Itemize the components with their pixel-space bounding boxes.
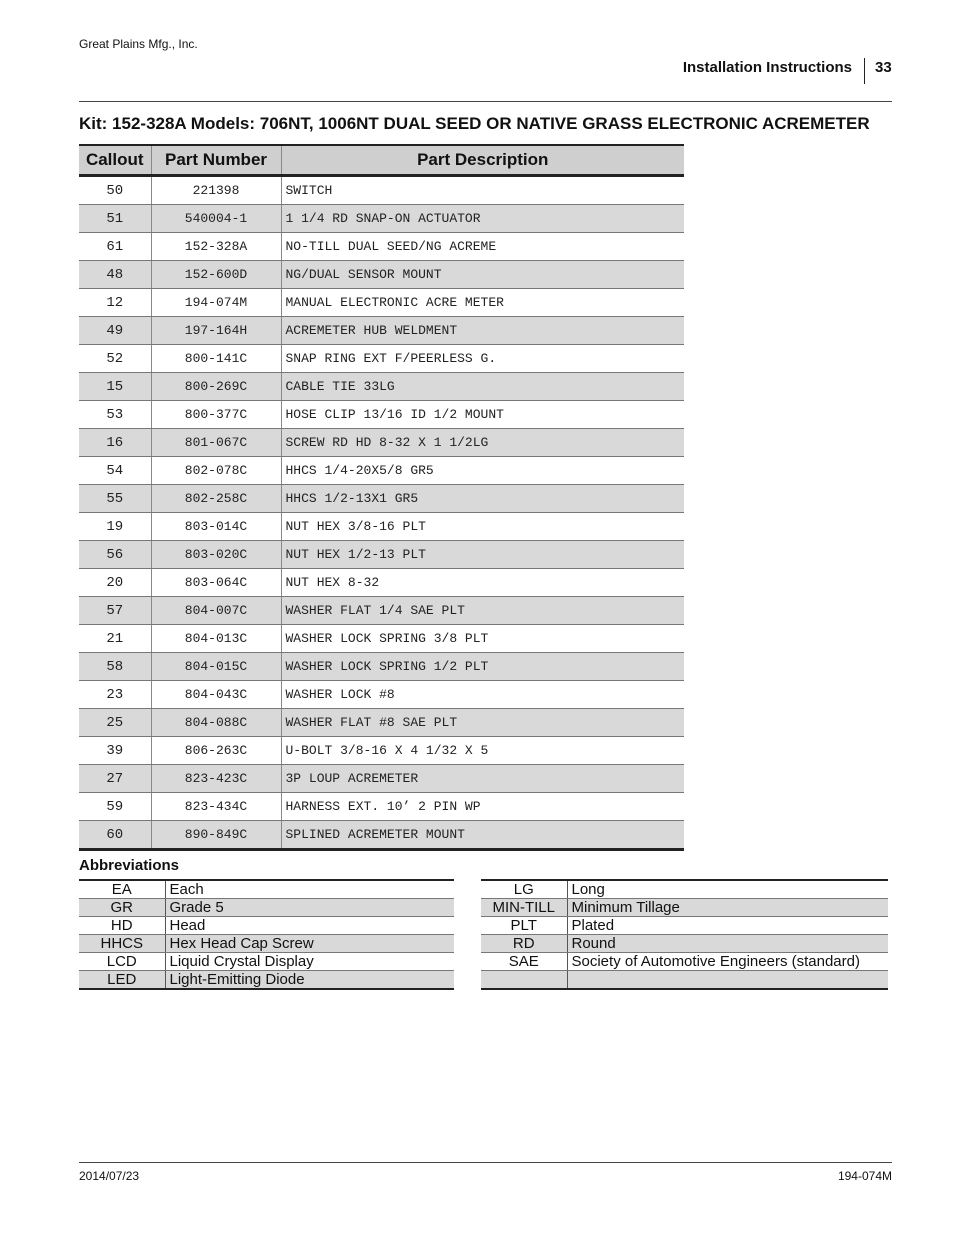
callout-cell: 57 [79,597,151,625]
callout-cell: 60 [79,821,151,850]
header-rule [79,101,892,102]
part-number-cell: 806-263C [151,737,281,765]
table-row [79,541,684,569]
abbreviation-meaning: Hex Head Cap Screw [165,935,454,953]
abbreviation-term: RD [481,935,567,953]
table-row [79,653,684,681]
callout-cell: 56 [79,541,151,569]
abbreviation-meaning: Plated [567,917,888,935]
part-number-cell: 800-377C [151,401,281,429]
parts-table [79,144,684,851]
part-number-cell: 804-013C [151,625,281,653]
table-row [79,569,684,597]
description-cell: NO-TILL DUAL SEED/NG ACREME [281,233,684,261]
callout-cell: 51 [79,205,151,233]
callout-cell: 61 [79,233,151,261]
part-number-cell: 804-043C [151,681,281,709]
callout-cell: 27 [79,765,151,793]
table-row [79,821,684,850]
abbreviation-row [79,971,454,990]
table-row [79,205,684,233]
description-cell: U-BOLT 3/8-16 X 4 1/32 X 5 [281,737,684,765]
description-cell: HOSE CLIP 13/16 ID 1/2 MOUNT [281,401,684,429]
part-number-cell: 823-423C [151,765,281,793]
part-number-cell: 803-020C [151,541,281,569]
part-number-cell: 802-078C [151,457,281,485]
table-row [79,317,684,345]
table-row [79,681,684,709]
description-cell: SWITCH [281,176,684,205]
abbreviation-row [481,899,888,917]
part-number-cell: 152-328A [151,233,281,261]
description-cell: HHCS 1/4-20X5/8 GR5 [281,457,684,485]
abbreviation-term: GR [79,899,165,917]
part-number-cell: 804-088C [151,709,281,737]
column-header-callout: Callout [79,145,151,176]
table-row [79,289,684,317]
abbreviation-meaning: Head [165,917,454,935]
table-row [79,401,684,429]
part-number-cell: 803-014C [151,513,281,541]
abbreviation-meaning [567,971,888,990]
abbreviation-row [481,917,888,935]
abbreviation-row [79,917,454,935]
callout-cell: 59 [79,793,151,821]
abbreviations-table-right [481,879,888,990]
abbreviation-meaning: Round [567,935,888,953]
callout-cell: 54 [79,457,151,485]
header-divider [864,58,865,84]
abbreviation-row [481,953,888,971]
table-row [79,233,684,261]
callout-cell: 53 [79,401,151,429]
description-cell: 1 1/4 RD SNAP-ON ACTUATOR [281,205,684,233]
abbreviation-meaning: Each [165,880,454,899]
description-cell: HHCS 1/2-13X1 GR5 [281,485,684,513]
table-row [79,597,684,625]
part-number-cell: 804-007C [151,597,281,625]
abbreviation-term: LCD [79,953,165,971]
abbreviation-meaning: Liquid Crystal Display [165,953,454,971]
callout-cell: 58 [79,653,151,681]
part-number-cell: 800-141C [151,345,281,373]
abbreviation-row [79,953,454,971]
table-row [79,345,684,373]
table-row [79,793,684,821]
callout-cell: 15 [79,373,151,401]
abbreviation-row [481,971,888,990]
kit-title: Kit: 152-328A Models: 706NT, 1006NT DUAL SEED OR NATIVE GRASS ELECTRONIC ACREMETER [79,114,870,133]
table-row [79,176,684,205]
description-cell: 3P LOUP ACREMETER [281,765,684,793]
table-row [79,625,684,653]
abbreviation-term: LED [79,971,165,990]
table-row [79,737,684,765]
callout-cell: 49 [79,317,151,345]
abbreviation-term: EA [79,880,165,899]
abbreviation-term: HD [79,917,165,935]
callout-cell: 19 [79,513,151,541]
part-number-cell: 152-600D [151,261,281,289]
description-cell: WASHER LOCK #8 [281,681,684,709]
part-number-cell: 801-067C [151,429,281,457]
abbreviation-meaning: Society of Automotive Engineers (standard) [567,953,888,971]
footer-doc-number: 194-074M [837,1169,892,1183]
abbreviation-row [79,899,454,917]
abbreviation-term: LG [481,880,567,899]
abbreviation-row [481,880,888,899]
abbreviation-row [79,935,454,953]
callout-cell: 25 [79,709,151,737]
callout-cell: 12 [79,289,151,317]
description-cell: ACREMETER HUB WELDMENT [281,317,684,345]
column-header-part-number: Part Number [151,145,281,176]
abbreviation-row [481,935,888,953]
table-row [79,261,684,289]
description-cell: NUT HEX 3/8-16 PLT [281,513,684,541]
table-row [79,429,684,457]
callout-cell: 21 [79,625,151,653]
footer-date: 2014/07/23 [79,1169,140,1183]
part-number-cell: 800-269C [151,373,281,401]
description-cell: MANUAL ELECTRONIC ACRE METER [281,289,684,317]
description-cell: CABLE TIE 33LG [281,373,684,401]
parts-table-header [79,145,684,176]
callout-cell: 48 [79,261,151,289]
parts-table-body [79,176,684,850]
table-row [79,457,684,485]
part-number-cell: 823-434C [151,793,281,821]
column-header-part-description: Part Description [281,145,684,176]
part-number-cell: 804-015C [151,653,281,681]
description-cell: HARNESS EXT. 10’ 2 PIN WP [281,793,684,821]
part-number-cell: 890-849C [151,821,281,850]
abbreviations-heading: Abbreviations [79,857,180,874]
abbreviation-meaning: Light-Emitting Diode [165,971,454,990]
description-cell: NG/DUAL SENSOR MOUNT [281,261,684,289]
abbreviation-meaning: Long [567,880,888,899]
footer-rule [79,1162,892,1163]
description-cell: NUT HEX 8-32 [281,569,684,597]
table-row [79,709,684,737]
callout-cell: 20 [79,569,151,597]
abbreviation-term: SAE [481,953,567,971]
description-cell: WASHER FLAT #8 SAE PLT [281,709,684,737]
callout-cell: 16 [79,429,151,457]
abbreviation-meaning: Grade 5 [165,899,454,917]
description-cell: SNAP RING EXT F/PEERLESS G. [281,345,684,373]
part-number-cell: 221398 [151,176,281,205]
table-row [79,373,684,401]
abbreviation-term [481,971,567,990]
callout-cell: 55 [79,485,151,513]
table-row [79,765,684,793]
description-cell: NUT HEX 1/2-13 PLT [281,541,684,569]
callout-cell: 23 [79,681,151,709]
abbreviation-term: HHCS [79,935,165,953]
table-row [79,513,684,541]
description-cell: WASHER FLAT 1/4 SAE PLT [281,597,684,625]
part-number-cell: 802-258C [151,485,281,513]
table-row [79,485,684,513]
callout-cell: 39 [79,737,151,765]
abbreviations-table-left [79,879,454,990]
section-title: Installation Instructions [682,59,852,76]
part-number-cell: 197-164H [151,317,281,345]
part-number-cell: 803-064C [151,569,281,597]
part-number-cell: 540004-1 [151,205,281,233]
abbreviation-meaning: Minimum Tillage [567,899,888,917]
page-number: 33 [875,59,892,76]
description-cell: WASHER LOCK SPRING 1/2 PLT [281,653,684,681]
abbreviation-term: MIN-TILL [481,899,567,917]
description-cell: WASHER LOCK SPRING 3/8 PLT [281,625,684,653]
callout-cell: 52 [79,345,151,373]
company-name: Great Plains Mfg., Inc. [79,37,198,51]
abbreviation-term: PLT [481,917,567,935]
part-number-cell: 194-074M [151,289,281,317]
abbreviation-row [79,880,454,899]
callout-cell: 50 [79,176,151,205]
description-cell: SPLINED ACREMETER MOUNT [281,821,684,850]
description-cell: SCREW RD HD 8-32 X 1 1/2LG [281,429,684,457]
